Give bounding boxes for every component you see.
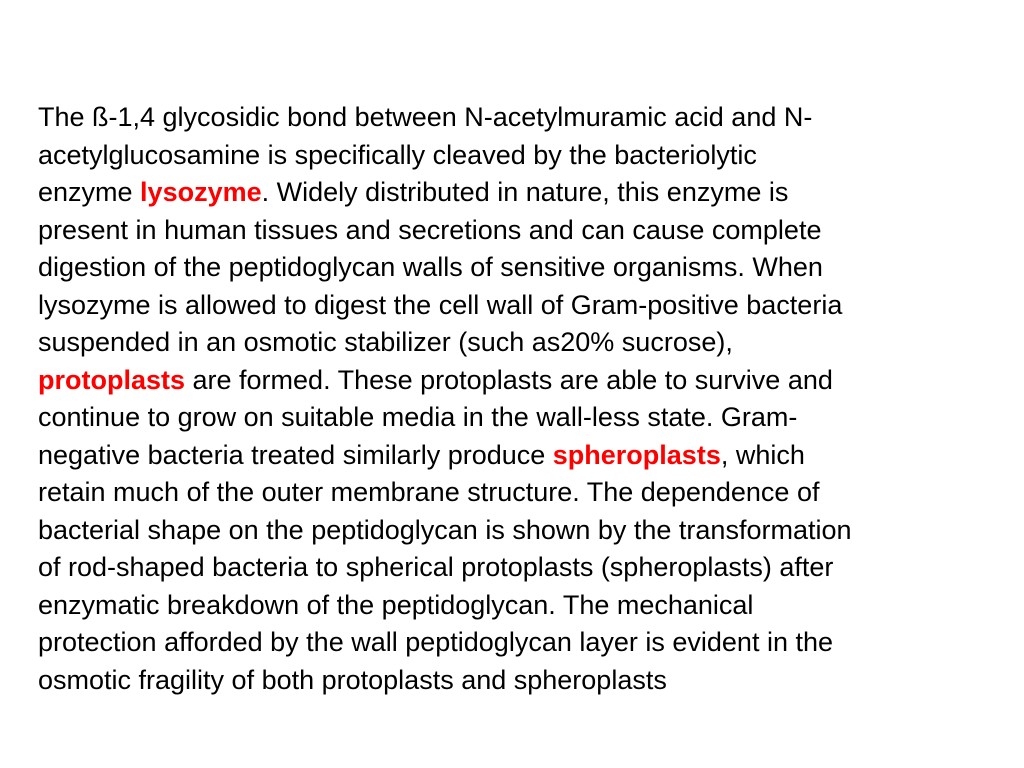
text-segment: protection afforded by the wall peptidoglycan layer is evident in the [38, 627, 833, 657]
text-segment: are formed. These protoplasts are able to survive and [185, 364, 833, 395]
text-segment: The ß-1,4 glycosidic bond between N-acetylmuramic acid and N- [38, 102, 813, 132]
text-segment: lysozyme is allowed to digest the cell wall of Gram-positive bacteria [38, 289, 843, 320]
text-segment: osmotic fragility of both protoplasts and spheroplasts [38, 664, 667, 695]
text-segment: retain much of the outer membrane structure. The dependence of [38, 477, 820, 507]
text-segment: bacterial shape on the peptidoglycan is shown by the transformation [38, 514, 852, 545]
text-segment: digestion of the peptidoglycan walls of sensitive organisms. When [38, 252, 823, 282]
text-segment: of rod-shaped bacteria to spherical protoplasts (spheroplasts) after [38, 552, 834, 582]
text-segment: suspended in an osmotic stabilizer (such as20% sucrose), [38, 327, 733, 357]
body-paragraph [38, 99, 998, 699]
text-segment: enzymatic breakdown of the peptidoglycan. The mechanical [38, 589, 754, 620]
highlighted-term: spheroplasts [552, 439, 721, 470]
highlighted-term: protoplasts [38, 364, 186, 395]
text-segment: , which [720, 439, 805, 470]
text-segment: enzyme [38, 177, 141, 207]
text-segment: acetylglucosamine is specifically cleaved by the bacteriolytic [38, 139, 757, 170]
highlighted-term: lysozyme [140, 177, 262, 207]
text-segment: continue to grow on suitable media in the wall-less state. Gram- [38, 402, 798, 432]
text-segment: negative bacteria treated similarly produce [38, 439, 553, 470]
text-segment: . Widely distributed in nature, this enzyme is [261, 177, 789, 207]
text-segment: present in human tissues and secretions and can cause complete [38, 214, 822, 245]
